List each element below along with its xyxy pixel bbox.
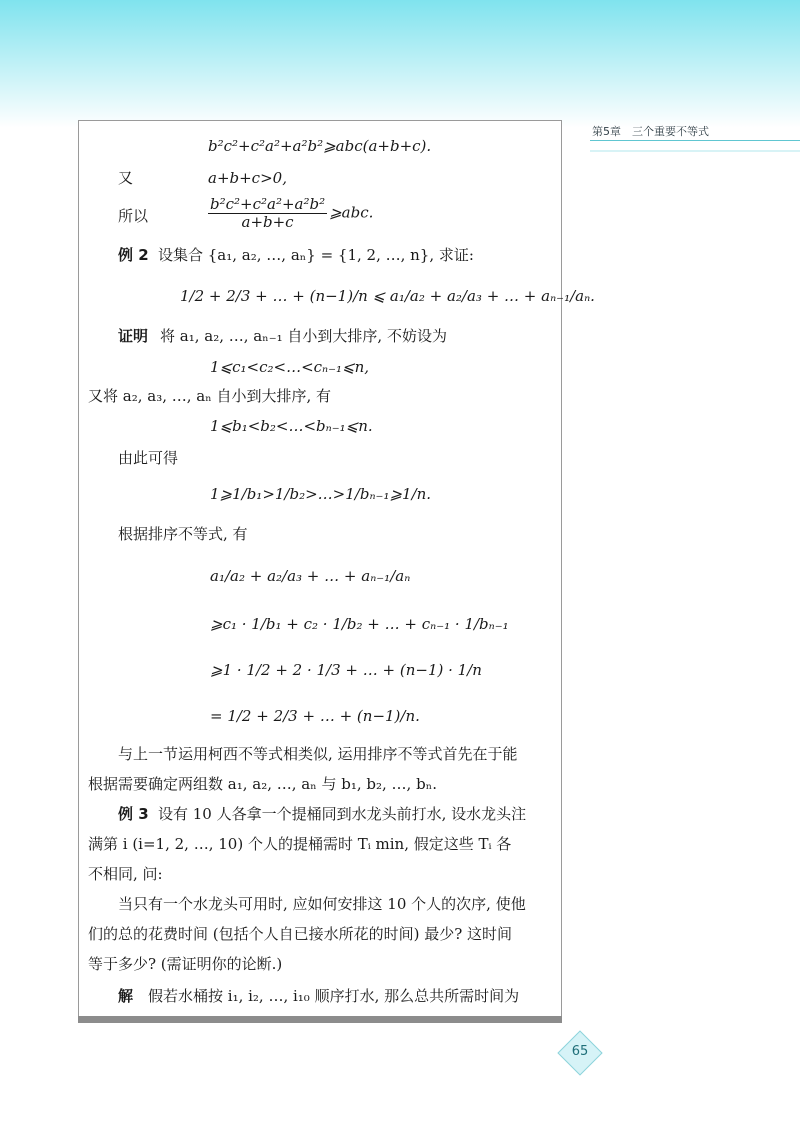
equation-line: = 1/2 + 2/3 + … + (n−1)/n. xyxy=(210,707,420,725)
equation-line: 1⩽b₁<b₂<…<bₙ₋₁⩽n. xyxy=(210,417,373,435)
header-gradient-band xyxy=(0,0,800,128)
label-suoyi: 所以 xyxy=(118,207,149,225)
question-line: 当只有一个水龙头可用时, 应如何安排这 10 个人的次序, 使他 xyxy=(118,895,526,913)
solution-line: 假若水桶按 i₁, i₂, …, i₁₀ 顺序打水, 那么总共所需时间为 xyxy=(148,987,520,1005)
example-3-line: 不相同, 问: xyxy=(88,865,163,883)
paragraph-line: 与上一节运用柯西不等式相类似, 运用排序不等式首先在于能 xyxy=(118,745,518,763)
equation-line: ⩾1 · 1/2 + 2 · 1/3 + … + (n−1) · 1/n xyxy=(210,661,482,679)
example-2-formula: 1/2 + 2/3 + … + (n−1)/n ⩽ a₁/a₂ + a₂/a₃ + … + aₙ₋₁/aₙ. xyxy=(180,287,595,305)
paragraph-line: 根据需要确定两组数 a₁, a₂, …, aₙ 与 b₁, b₂, …, bₙ. xyxy=(88,775,437,793)
example-3-line: 满第 i (i=1, 2, …, 10) 个人的提桶需时 Tᵢ min, 假定这些 Tᵢ 各 xyxy=(88,835,512,853)
example-3-line: 设有 10 人各拿一个提桶同到水龙头前打水, 设水龙头注 xyxy=(158,805,527,823)
equation-line: 1⩾1/b₁>1/b₂>…>1/bₙ₋₁⩾1/n. xyxy=(210,485,432,503)
equation-line: 1⩽c₁<c₂<…<cₙ₋₁⩽n, xyxy=(210,358,370,376)
question-line: 们的总的花费时间 (包括个人自已接水所花的时间) 最少? 这时间 xyxy=(88,925,513,943)
example-3-label: 例 3 xyxy=(118,805,149,823)
example-2-statement: 设集合 {a₁, a₂, …, aₙ} = {1, 2, …, n}, 求证: xyxy=(158,246,474,264)
fraction-tail: ⩾abc. xyxy=(329,203,374,222)
fraction-denominator: a+b+c xyxy=(241,213,294,231)
page-number: 65 xyxy=(571,1044,589,1059)
fraction-numerator: b²c²+c²a²+a²b² xyxy=(210,195,326,213)
proof-statement: 将 a₁, a₂, …, aₙ₋₁ 自小到大排序, 不妨设为 xyxy=(160,327,447,345)
proof-text-line: 由此可得 xyxy=(118,449,179,467)
example-2-label: 例 2 xyxy=(118,246,149,264)
fraction-equation xyxy=(206,196,373,231)
equation-line: ⩾c₁ · 1/b₁ + c₂ · 1/b₂ + … + cₙ₋₁ · 1/bₙ₋₁ xyxy=(210,615,509,633)
proof-text-line: 根据排序不等式, 有 xyxy=(118,525,248,543)
label-you: 又 xyxy=(118,169,134,187)
proof-label: 证明 xyxy=(118,327,149,345)
chapter-divider-light xyxy=(590,150,800,152)
fraction xyxy=(208,196,327,231)
proof-text-line: 又将 a₂, a₃, …, aₙ 自小到大排序, 有 xyxy=(88,387,332,405)
chapter-title: 第5章 三个重要不等式 xyxy=(592,125,709,138)
equation-line: a+b+c>0, xyxy=(208,169,287,187)
equation-line: b²c²+c²a²+a²b²⩾abc(a+b+c). xyxy=(208,137,432,155)
question-line: 等于多少? (需证明你的论断.) xyxy=(88,955,283,973)
equation-line: a₁/a₂ + a₂/a₃ + … + aₙ₋₁/aₙ xyxy=(210,567,411,585)
bottom-rule xyxy=(78,1016,562,1023)
chapter-divider xyxy=(590,140,800,141)
solution-label: 解 xyxy=(118,987,134,1005)
